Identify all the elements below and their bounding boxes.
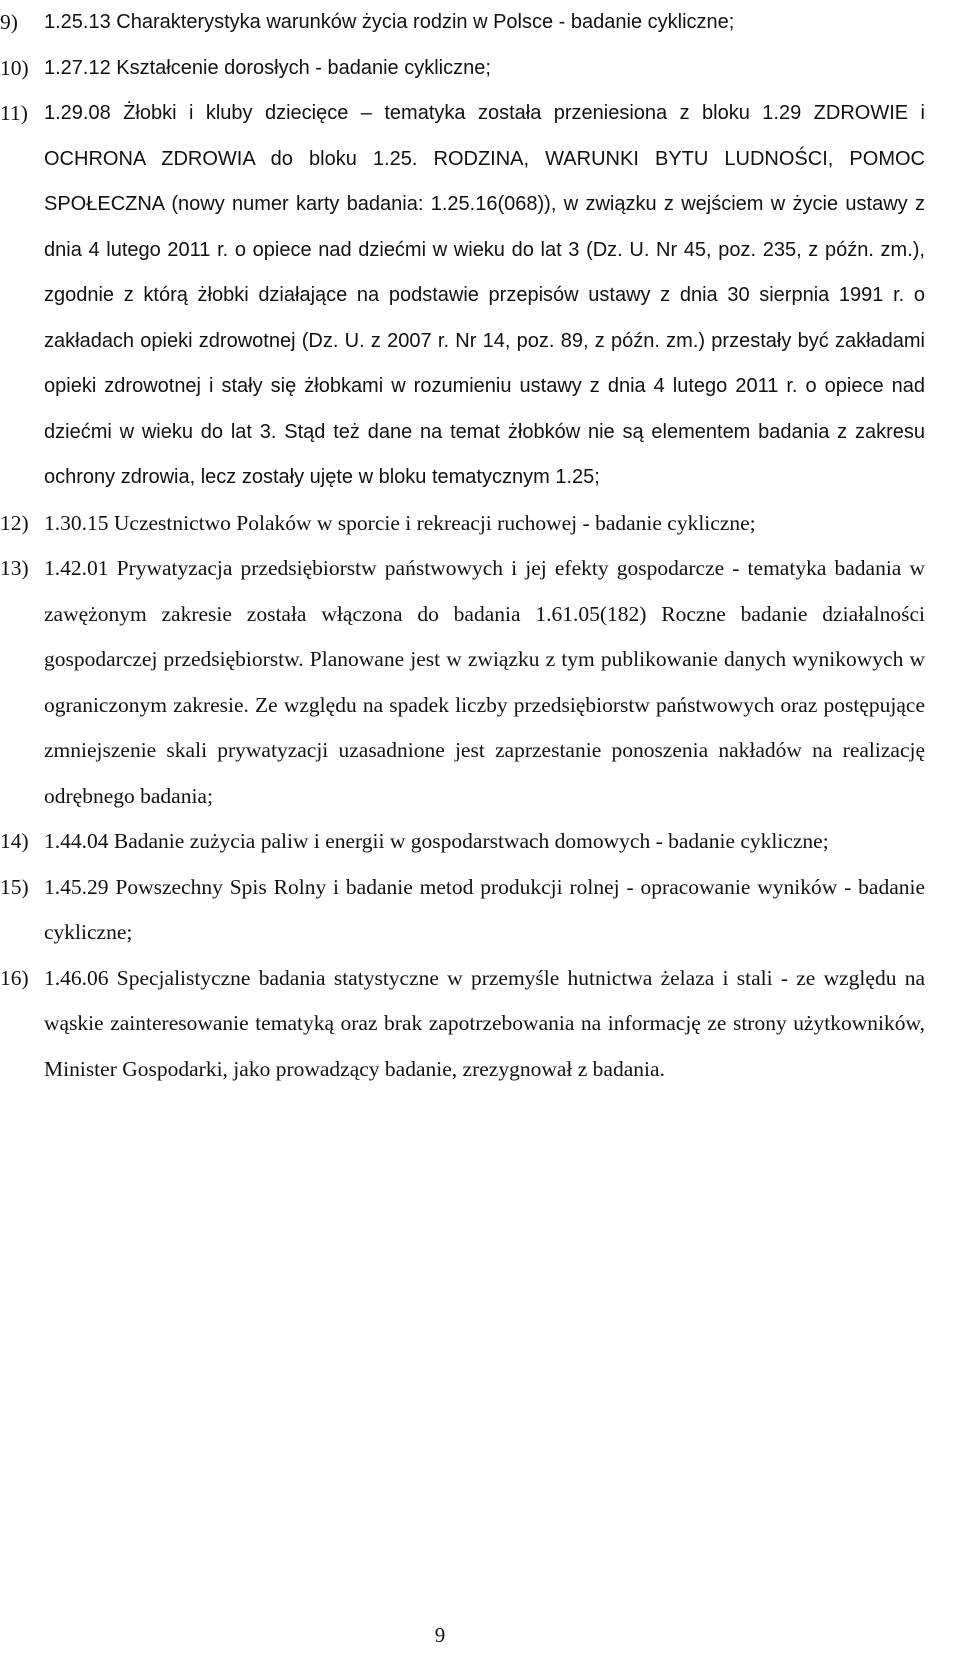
list-item-number: 11) <box>0 101 28 125</box>
page-number: 9 <box>434 1623 446 1647</box>
list-item-number: 9) <box>0 10 18 34</box>
list-item-text: 1.25.13 Charakterystyka warunków życia rodzin w Polsce - badanie cykliczne; <box>44 11 735 33</box>
list-item-text: 1.27.12 Kształcenie dorosłych - badanie cykliczne; <box>44 56 491 79</box>
list-item-number: 12) <box>0 510 29 535</box>
list-item-text: 1.30.15 Uczestnictwo Polaków w sporcie i rekreacji ruchowej - badanie cykliczne; <box>44 510 756 535</box>
list-item <box>0 501 925 547</box>
list-item-text: 1.44.04 Badanie zużycia paliw i energii w gospodarstwach domowych - badanie cykliczne; <box>44 829 829 853</box>
list-item <box>0 0 925 46</box>
list-item-text: 1.46.06 Specjalistyczne badania statystyczne w przemyśle hutnictwa żelaza i stali - ze względu na wąskie zainteresowanie tematyką oraz brak zapotrzebowania na informację ze strony użytkowników, Minister Gospodarki, jako prowadzący badanie, zrezygnował z badania. <box>44 965 925 1081</box>
list-item <box>0 546 925 819</box>
list-item-text: 1.45.29 Powszechny Spis Rolny i badanie metod produkcji rolnej - opracowanie wyników - badanie cykliczne; <box>44 874 925 944</box>
list-item-number: 13) <box>0 556 29 580</box>
list-item-text: 1.29.08 Żłobki i kluby dziecięce – tematyka została przeniesiona z bloku 1.29 ZDROWIE i OCHRONA ZDROWIA do bloku 1.25. RODZINA, WARUNKI BYTU LUDNOŚCI, POMOC SPOŁECZNA (nowy numer karty badania: 1.25.16(068)), w związku z wejściem w życie ustawy z dnia 4 lutego 2011 r. o opiece nad dziećmi w wieku do lat 3 (Dz. U. Nr 45, poz. 235, z późn. zm.), zgodnie z którą żłobki działające na podstawie przepisów ustawy z dnia 30 sierpnia 1991 r. o zakładach opieki zdrowotnej (Dz. U. z 2007 r. Nr 14, poz. 89, z późn. zm.) przestały być zakładami opieki zdrowotnej i stały się żłobkami w rozumieniu ustawy z dnia 4 lutego 2011 r. o opiece nad dziećmi w wieku do lat 3. Stąd też dane na temat żłobków nie są elementem badania z zakresu ochrony zdrowia, lecz zostały ujęte w bloku tematycznym 1.25; <box>44 102 925 488</box>
list-item-number: 15) <box>0 874 29 899</box>
list-item-number: 16) <box>0 965 29 990</box>
list-item <box>0 91 925 501</box>
list-item <box>0 819 925 865</box>
list-item-number: 14) <box>0 829 29 853</box>
list-item <box>0 46 925 92</box>
list-item-number: 10) <box>0 55 29 80</box>
list-item <box>0 865 925 956</box>
list-item <box>0 956 925 1093</box>
list-item-text: 1.42.01 Prywatyzacja przedsiębiorstw państwowych i jej efekty gospodarcze - tematyka badania w zawężonym zakresie została włączona do badania 1.61.05(182) Roczne badanie działalności gospodarczej przedsiębiorstw. Planowane jest w związku z tym publikowanie danych wynikowych w ograniczonym zakresie. Ze względu na spadek liczby przedsiębiorstw państwowych oraz postępujące zmniejszenie skali prywatyzacji uzasadnione jest zaprzestanie ponoszenia nakładów na realizację odrębnego badania; <box>44 556 925 808</box>
